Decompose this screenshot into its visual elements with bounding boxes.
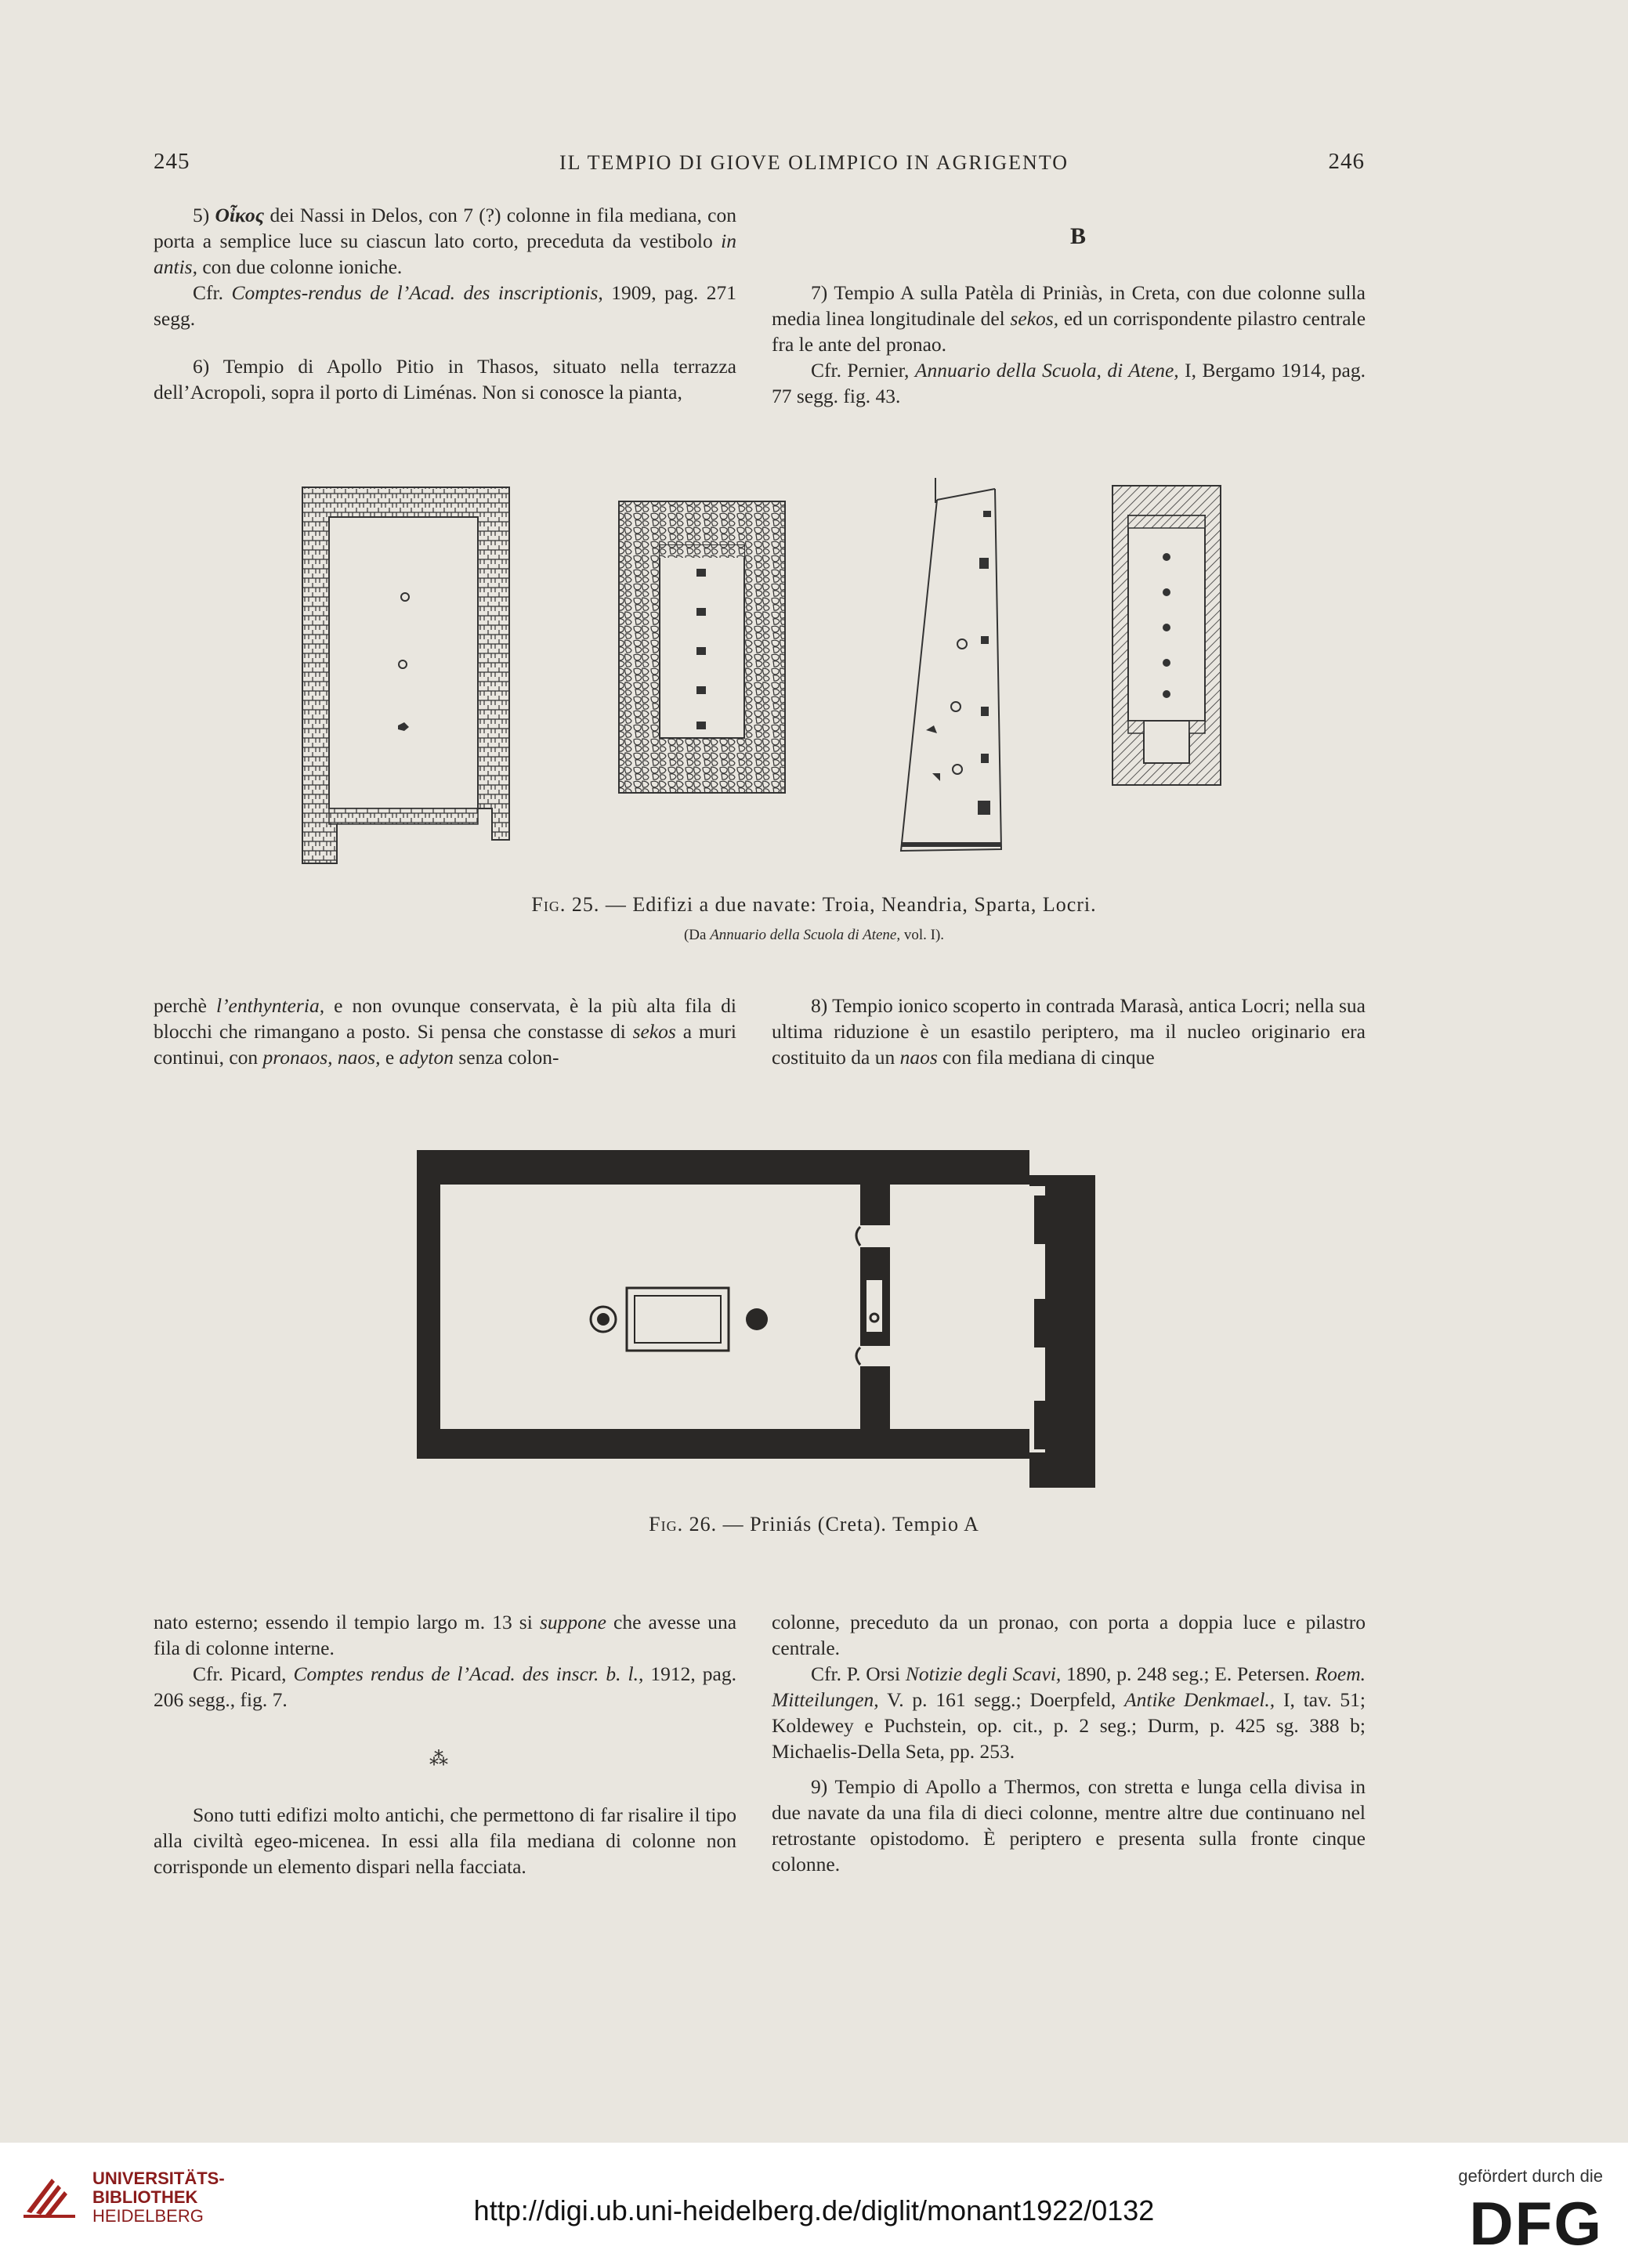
library-name: UNIVERSITÄTS- BIBLIOTHEK HEIDELBERG (92, 2169, 225, 2226)
plan-neandria (616, 498, 788, 796)
left-column-bottom: nato esterno; essendo il tempio largo m. 13 si suppone che avesse una fila di colonne interne. Cfr. Picard, Comptes rendus de l’Acad. des inscr. b. l., 1912, pag. 206 segg., fig. 7. (154, 1611, 737, 1711)
reference-picard: Cfr. Picard, Comptes rendus de l’Acad. des inscr. b. l., 1912, pag. 206 segg., fig. 7. (154, 1662, 737, 1711)
right-column-top (772, 280, 1366, 409)
paragraph-5: 5) Οἶκος dei Nassi in Delos, con 7 (?) colonne in fila mediana, con porta a semplice luce su ciascun lato corto, preceduta da vestibolo in antis, con due colonne ioniche. (154, 204, 737, 278)
left-column-top (154, 202, 736, 405)
page-number-left: 245 (154, 149, 190, 174)
plan-sparta (893, 472, 1018, 855)
reference-5: Cfr. Comptes-rendus de l’Acad. des inscriptionis, 1909, pag. 271 segg. (154, 281, 737, 330)
paragraph-8: 8) Tempio ionico scoperto in contrada Marasà, antica Locri; nella sua ultima riduzione è un esastilo periptero, ma il nucleo originario era costituito da un naos con fila mediana di cinque (772, 994, 1366, 1069)
running-title: IL TEMPIO DI GIOVE OLIMPICO IN AGRIGENTO (559, 151, 1069, 174)
permalink-url[interactable]: http://digi.ub.uni-heidelberg.de/diglit/monant1922/0132 (473, 2194, 1155, 2226)
page-number-right: 246 (1328, 149, 1365, 174)
reference-8: Cfr. P. Orsi Notizie degli Scavi, 1890, p. 248 seg.; E. Petersen. Roem. Mitteilungen, V. p. 161 segg.; Doerpfeld, Antike Denkmael., I, tav. 51; Koldewey e Puchstein, op. cit., p. 2 seg.; Durm, p. 425 sg. 388 b; Michaelis-Della Seta, pp. 253. (772, 1662, 1366, 1763)
fig25-caption: Fig. 25. — Edifizi a due navate: Troia, Neandria, Sparta, Locri. (531, 893, 1097, 916)
right-column-middle (772, 993, 1366, 1070)
dfg-logo: DFG (1469, 2189, 1603, 2258)
left-column-conclusion: Sono tutti edifizi molto antichi, che permettono di far risalire il tipo alla civiltà egeo-micenea. In essi alla fila mediana di colonne non corrisponde un elemento dispari nella facciata. (154, 1803, 736, 1878)
asterism: ⁂ (429, 1749, 448, 1770)
footer-bar (0, 2143, 1628, 2268)
paragraph-6: 6) Tempio di Apollo Pitio in Thasos, situato nella terrazza dell’Acropoli, sopra il porto di Liménas. Non si conosce la pianta, (154, 355, 736, 403)
left-column-middle: perchè l’enthynteria, e non ovunque conservata, è la più alta fila di blocchi che rimangano a posto. Si pensa che constasse di sekos a muri continui, con pronaos, naos, e adyton senza colon- (154, 994, 737, 1069)
right-column-bottom: colonne, preceduto da un pronao, con porta a doppia luce e pilastro centrale. Cfr. P. Orsi Notizie degli Scavi, 1890, p. 248 seg.; E. Petersen. Roem. Mitteilungen, V. p. 161 segg.; Doerpfeld, Antike Denkmael., I, tav. 51; Koldewey e Puchstein, op. cit., p. 2 seg.; Durm, p. 425 sg. 388 b; Michaelis-Della Seta, pp. 253. 9) Tempio di Apollo a Thermos, con stretta e lunga cella divisa in due navate da una fila di dieci colonne, mentre altre due continuano nel retrostante opistodomo. È periptero e presenta sulla fronte cinque colonne. (772, 1611, 1366, 1876)
section-letter: B (1069, 223, 1086, 249)
plan-prinias-temple-a (415, 1145, 1097, 1490)
paragraph-9: 9) Tempio di Apollo a Thermos, con stretta e lunga cella divisa in due navate da una fila di dieci colonne, mentre altre due continuano nel retrostante opistodomo. È periptero e presenta sulla fronte cinque colonne. (772, 1775, 1366, 1876)
fig25-source: (Da Annuario della Scuola di Atene, vol. I). (683, 927, 945, 943)
fig26-caption: Fig. 26. — Priniás (Creta). Tempio A (649, 1513, 979, 1536)
plan-troia (296, 479, 516, 863)
paragraph-7: 7) Tempio A sulla Patèla di Priniàs, in Creta, con due colonne sulla media linea longitudinale del sekos, ed un corrispondente pilastro centrale fra le ante del pronao. (772, 281, 1366, 356)
plan-locri (1108, 483, 1225, 788)
reference-7: Cfr. Pernier, Annuario della Scuola, di Atene, I, Bergamo 1914, pag. 77 segg. fig. 43. (772, 359, 1366, 407)
funded-by-label: gefördert durch die (1458, 2166, 1603, 2186)
